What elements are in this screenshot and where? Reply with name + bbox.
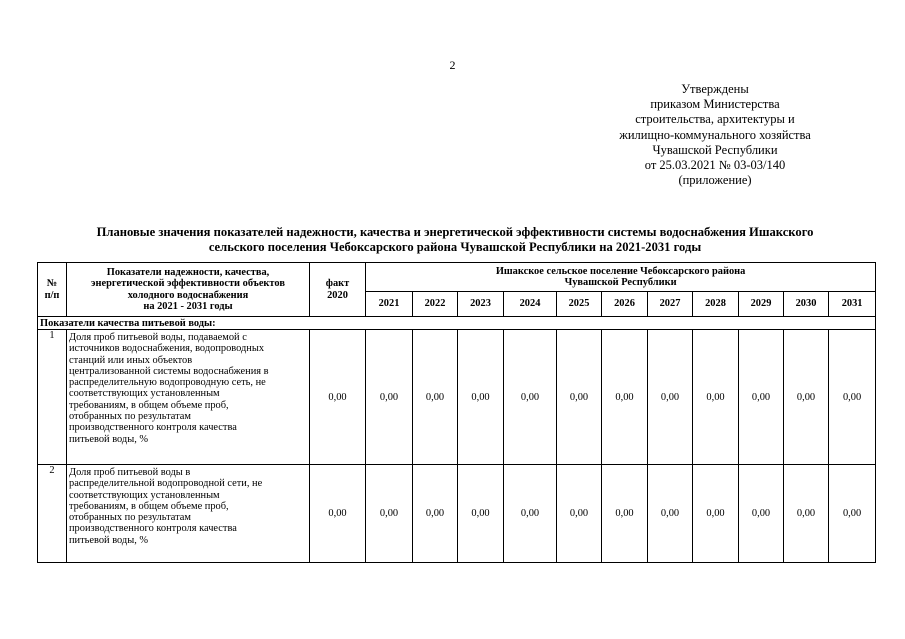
year-value: 0,00	[602, 330, 648, 465]
row-number: 1	[38, 330, 67, 465]
section-row	[38, 317, 876, 330]
year-value: 0,00	[366, 330, 413, 465]
year-value: 0,00	[739, 465, 784, 563]
year-value: 0,00	[648, 330, 693, 465]
year-value: 0,00	[829, 465, 876, 563]
approval-line: Утверждены	[681, 82, 749, 96]
year-value: 0,00	[458, 465, 504, 563]
year-header: 2025	[557, 292, 602, 317]
year-value: 0,00	[557, 330, 602, 465]
year-header: 2029	[739, 292, 784, 317]
year-header: 2030	[784, 292, 829, 317]
indicator-cell: Доля проб питьевой воды в распределительной водопроводной сети, не соответствующих установленным требованиям, в общем объеме проб, отобранных по результатам производственного контроля качества питьевой воды, %	[67, 465, 310, 563]
indicators-table	[37, 262, 876, 563]
year-header: 2021	[366, 292, 413, 317]
approval-line: приказом Министерства	[650, 97, 780, 112]
header-indicator: Показатели надежности, качества, энергетической эффективности объектов холодного водоснабжения на 2021 - 2031 годы	[67, 263, 310, 317]
year-value: 0,00	[413, 330, 458, 465]
year-value: 0,00	[557, 465, 602, 563]
year-header: 2022	[413, 292, 458, 317]
year-header: 2027	[648, 292, 693, 317]
year-value: 0,00	[504, 465, 557, 563]
year-value: 0,00	[413, 465, 458, 563]
indicator-cell: Доля проб питьевой воды, подаваемой с источников водоснабжения, водопроводных станций или иных объектов централизованной системы водоснабжения в распределительную водопроводную сеть, не соответствующих установленным требованиям, в общем объеме проб, отобранных по результатам производственного контроля качества питьевой воды, %	[67, 330, 310, 465]
year-value: 0,00	[693, 465, 739, 563]
fact-value: 0,00	[310, 465, 366, 563]
title-line: Плановые значения показателей надежности, качества и энергетической эффективности системы водоснабжения Ишакского	[96, 225, 814, 239]
year-header: 2031	[829, 292, 876, 317]
year-header: 2024	[504, 292, 557, 317]
year-value: 0,00	[829, 330, 876, 465]
year-value: 0,00	[458, 330, 504, 465]
year-value: 0,00	[366, 465, 413, 563]
section-title: Показатели качества питьевой воды:	[38, 317, 876, 330]
approval-block	[600, 82, 830, 188]
year-header: 2026	[602, 292, 648, 317]
table-row	[38, 465, 876, 563]
approval-line: жилищно-коммунального хозяйства	[619, 127, 811, 142]
row-number: 2	[38, 465, 67, 563]
title-line: сельского поселения Чебоксарского района Чувашской Республики на 2021-2031 годы	[208, 240, 702, 254]
approval-line: строительства, архитектуры и	[635, 112, 795, 127]
approval-line: Чувашской Республики	[652, 142, 778, 157]
year-value: 0,00	[602, 465, 648, 563]
header-number: № п/п	[38, 263, 67, 317]
header-settlement: Ишакское сельское поселение Чебоксарского района Чувашской Республики	[366, 263, 876, 292]
year-value: 0,00	[739, 330, 784, 465]
year-value: 0,00	[648, 465, 693, 563]
page-number: 2	[449, 58, 456, 72]
header-fact: факт 2020	[310, 263, 366, 317]
year-value: 0,00	[504, 330, 557, 465]
year-value: 0,00	[693, 330, 739, 465]
year-value: 0,00	[784, 465, 829, 563]
year-header: 2028	[693, 292, 739, 317]
year-header: 2023	[458, 292, 504, 317]
table-row	[38, 330, 876, 465]
approval-line: от 25.03.2021 № 03-03/140	[644, 158, 786, 173]
year-value: 0,00	[784, 330, 829, 465]
fact-value: 0,00	[310, 330, 366, 465]
document-title	[40, 225, 870, 255]
approval-line: (приложение)	[678, 173, 752, 188]
